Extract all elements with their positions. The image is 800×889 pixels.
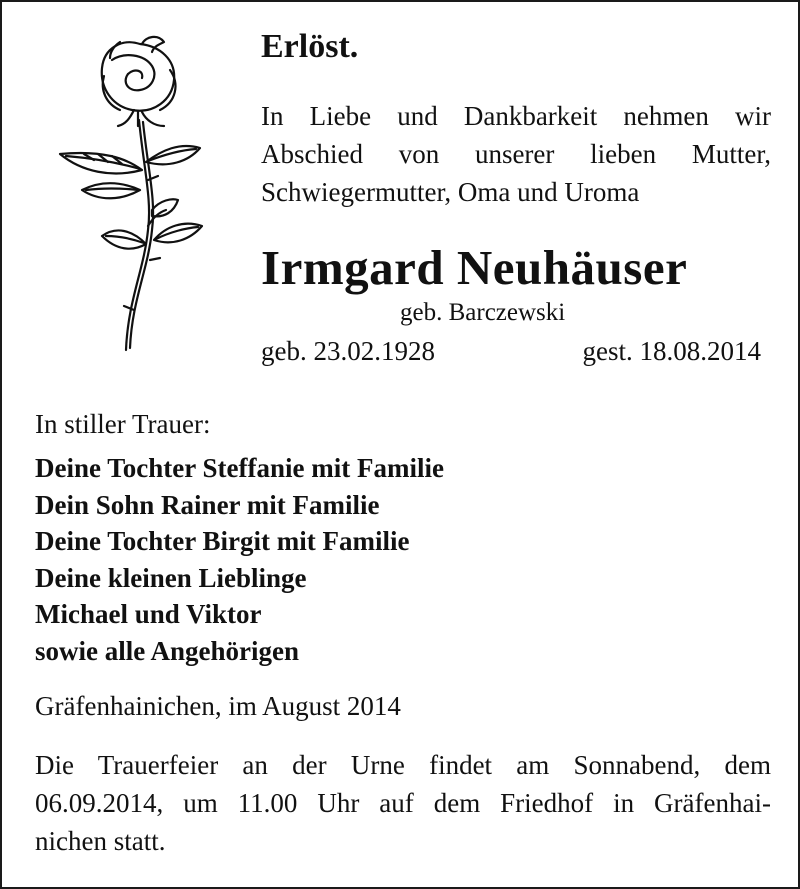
- ceremony-line: Die Trauerfeier an der Urne findet am Sonnabend, dem: [35, 750, 771, 780]
- deceased-name: Irmgard Neuhäuser: [261, 240, 688, 295]
- intro-line: Schwiegermutter, Oma und Uroma: [261, 177, 640, 207]
- birth-date: geb. 23.02.1928: [261, 336, 435, 366]
- mourner-line: Dein Sohn Rainer mit Familie: [35, 489, 380, 520]
- birth-name: geb. Barczewski: [400, 299, 566, 326]
- ceremony-line: nichen statt.: [35, 826, 166, 856]
- intro-line: In Liebe und Dankbarkeit nehmen wir: [261, 101, 771, 131]
- notice-heading: Erlöst.: [261, 28, 359, 65]
- place-and-date: Gräfenhainichen, im August 2014: [35, 691, 401, 721]
- ceremony-line: 06.09.2014, um 11.00 Uhr auf dem Friedhof in Gräfenhai-: [35, 788, 771, 818]
- intro-line: Abschied von unserer lieben Mutter,: [261, 139, 771, 169]
- mourning-label: In stiller Trauer:: [35, 409, 211, 439]
- mourner-line: sowie alle Angehörigen: [35, 635, 299, 666]
- mourner-line: Deine Tochter Steffanie mit Familie: [35, 453, 444, 483]
- death-date: gest. 18.08.2014: [582, 336, 761, 366]
- mourner-line: Deine Tochter Birgit mit Familie: [35, 526, 410, 556]
- mourner-line: Michael und Viktor: [35, 599, 262, 629]
- mourner-line: Deine kleinen Lieblinge: [35, 562, 307, 593]
- rose-icon: [42, 30, 212, 365]
- ceremony-text: [35, 746, 771, 860]
- mourners-list: [35, 450, 444, 669]
- intro-text: [261, 97, 771, 211]
- life-dates: [261, 336, 761, 367]
